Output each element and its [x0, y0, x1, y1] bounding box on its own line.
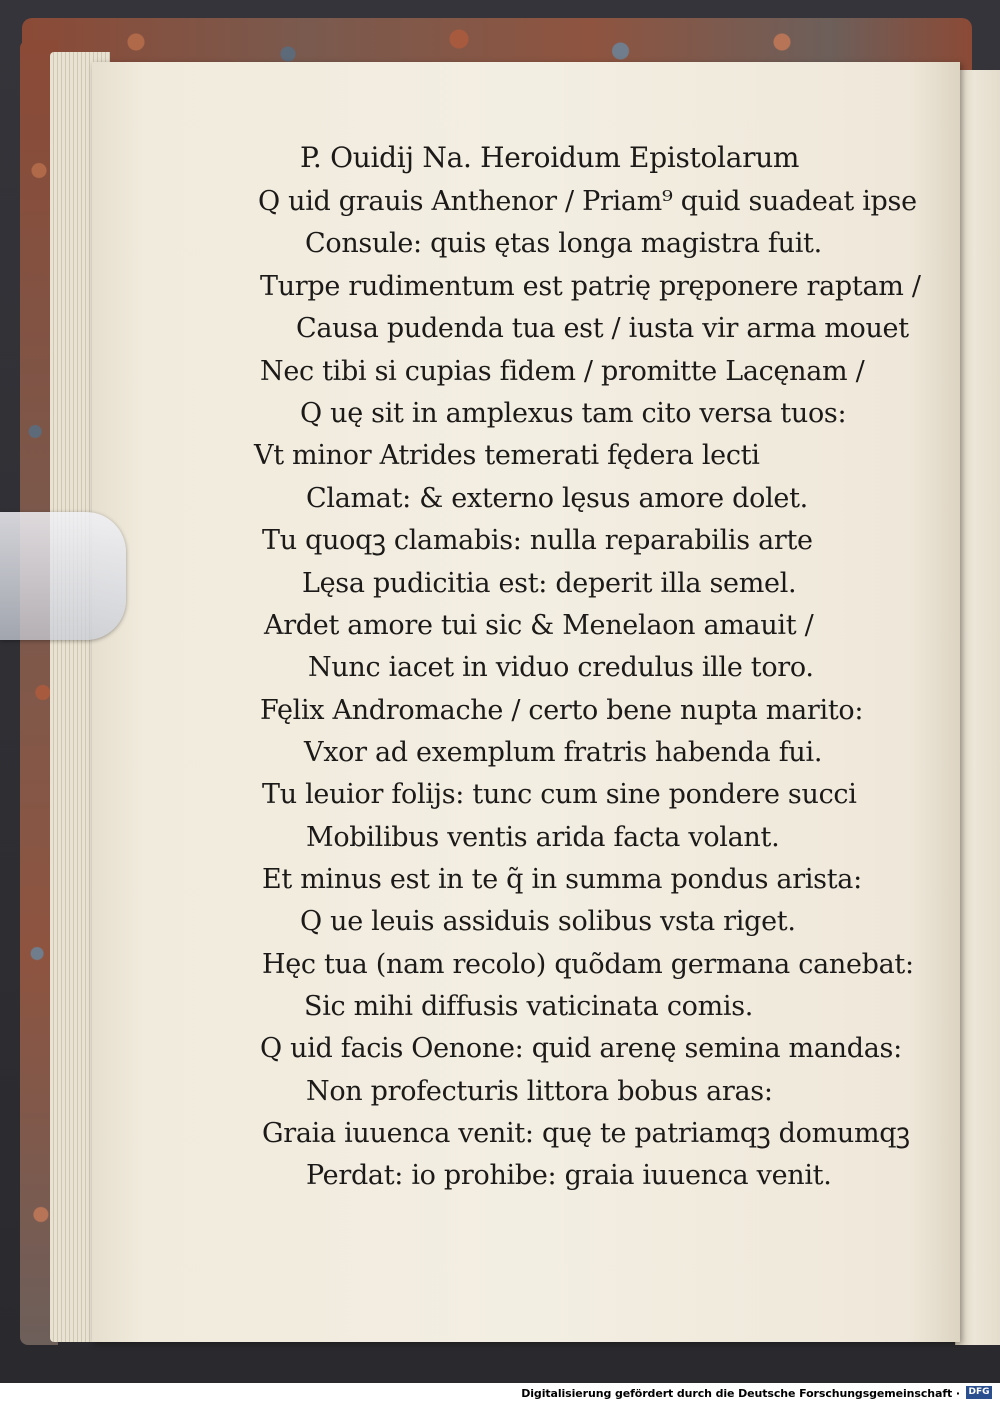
verse-line: Q uid facis Oenone: quid arenę semina mandas: [260, 1033, 902, 1064]
dfg-logo: DFG [966, 1386, 992, 1399]
verse-line: Causa pudenda tua est / iusta vir arma mouet [296, 313, 909, 344]
verse-line: Consule: quis ętas longa magistra fuit. [305, 228, 822, 259]
verse-line: Et minus est in te q̃ in summa pondus arista: [262, 864, 862, 895]
verse-line: Vt minor Atrides temerati fędera lecti [254, 440, 760, 471]
verse-line: Perdat: io prohibe: graia iuuenca venit. [306, 1160, 832, 1191]
verse-line: Sic mihi diffusis vaticinata comis. [304, 991, 754, 1022]
verse-line: Tu leuior folijs: tunc cum sine pondere succi [262, 779, 857, 810]
verse-line: Hęc tua (nam recolo) quõdam germana canebat: [262, 949, 914, 980]
page-clip [0, 512, 126, 640]
verse-line: Tu quoqꝫ clamabis: nulla reparabilis arte [262, 525, 813, 556]
verse-line: Q ue leuis assiduis solibus vsta riget. [300, 906, 796, 937]
verse-line: Ardet amore tui sic & Menelaon amauit / [264, 610, 814, 641]
verse-line: Q uę sit in amplexus tam cito versa tuos: [300, 398, 847, 429]
verse-line: Fęlix Andromache / certo bene nupta marito: [260, 695, 864, 726]
page-text [92, 62, 960, 1342]
verse-line: Clamat: & externo lęsus amore dolet. [306, 483, 808, 514]
verse-line: Graia iuuenca venit: quę te patriamqꝫ domumqꝫ [262, 1118, 910, 1149]
verse-line: Turpe rudimentum est patrię pręponere raptam / [260, 271, 921, 302]
verse-line: Q uid grauis Anthenor / Priam⁹ quid suadeat ipse [258, 186, 917, 217]
verse-line: Nunc iacet in viduo credulus ille toro. [308, 652, 814, 683]
verse-line: Nec tibi si cupias fidem / promitte Lacęnam / [260, 356, 865, 387]
verse-line: Mobilibus ventis arida facta volant. [306, 822, 780, 853]
verse-line: Vxor ad exemplum fratris habenda fui. [304, 737, 823, 768]
book-page [92, 62, 960, 1342]
next-page-edge [955, 70, 1000, 1345]
page-heading: P. Ouidij Na. Heroidum Epistolarum [300, 141, 800, 174]
verse-line: Non profecturis littora bobus aras: [306, 1076, 773, 1107]
verse-line: Lęsa pudicitia est: deperit illa semel. [302, 568, 797, 599]
funding-notice: Digitalisierung gefördert durch die Deutsche Forschungsgemeinschaft · [521, 1387, 960, 1400]
footer-bar [0, 1383, 1000, 1403]
